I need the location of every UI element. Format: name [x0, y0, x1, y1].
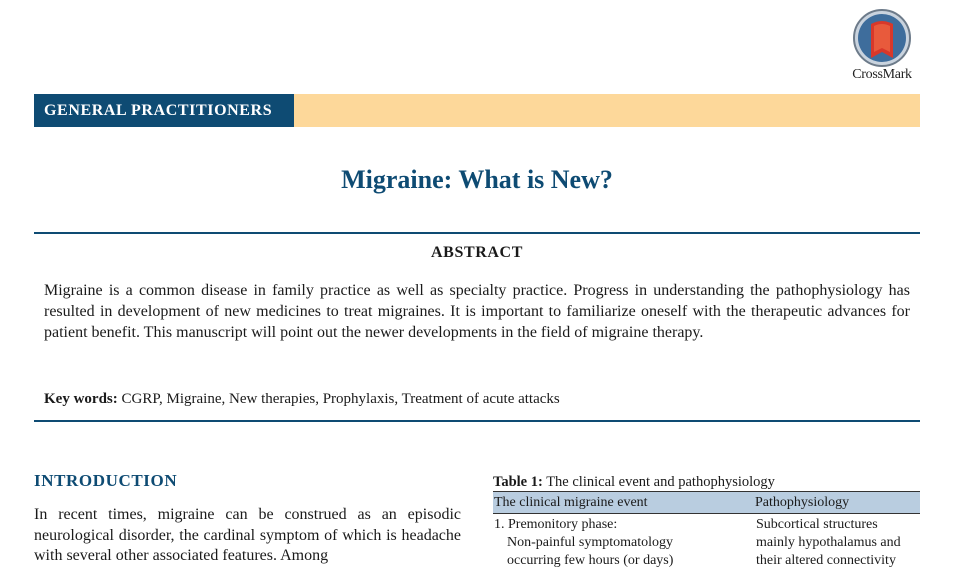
patho-line: mainly hypothalamus and	[756, 534, 919, 552]
introduction-heading: INTRODUCTION	[34, 471, 177, 491]
crossmark-icon	[852, 8, 912, 68]
patho-line: Subcortical structures	[756, 516, 919, 534]
table-caption	[493, 473, 920, 491]
event-line: Non-painful symptomatology	[494, 534, 754, 552]
abstract-bottom-divider	[34, 420, 920, 422]
abstract-body: Migraine is a common disease in family practice as well as specialty practice. Progress in understanding the pathophysiology has resulted in development of new medicines to treat migraines. It is important to familiarize oneself with the therapeutic advances for patient benefit. This manuscript will point out the newer developments in the field of migraine therapy.	[44, 280, 910, 343]
table-cell-event	[493, 514, 755, 570]
abstract-heading: ABSTRACT	[34, 244, 920, 262]
table-row	[493, 514, 920, 570]
section-bar	[34, 94, 920, 127]
keywords-list: CGRP, Migraine, New therapies, Prophylaxis, Treatment of acute attacks	[118, 391, 560, 407]
crossmark-label: CrossMark	[846, 68, 918, 82]
article-title: Migraine: What is New?	[34, 165, 920, 195]
table-caption-label: Table 1:	[493, 474, 543, 490]
section-tag: GENERAL PRACTITIONERS	[34, 94, 294, 127]
event-line: occurring few hours (or days)	[494, 552, 754, 570]
table-header-row	[493, 492, 920, 514]
crossmark-logo[interactable]	[846, 8, 918, 86]
abstract-top-divider	[34, 232, 920, 234]
event-title: 1. Premonitory phase:	[494, 517, 617, 532]
table-caption-text: The clinical event and pathophysiology	[543, 474, 775, 490]
keywords	[44, 389, 910, 409]
table-cell-pathophysiology	[755, 514, 920, 570]
table-1	[493, 491, 920, 570]
keywords-label: Key words:	[44, 391, 118, 407]
table-header-event: The clinical migraine event	[493, 492, 755, 514]
patho-line: their altered connectivity	[756, 552, 919, 570]
table-header-pathophysiology: Pathophysiology	[755, 492, 920, 514]
introduction-body: In recent times, migraine can be construed as an episodic neurological disorder, the cardinal symptom of which is headache with several other associated features. Among	[34, 505, 461, 567]
